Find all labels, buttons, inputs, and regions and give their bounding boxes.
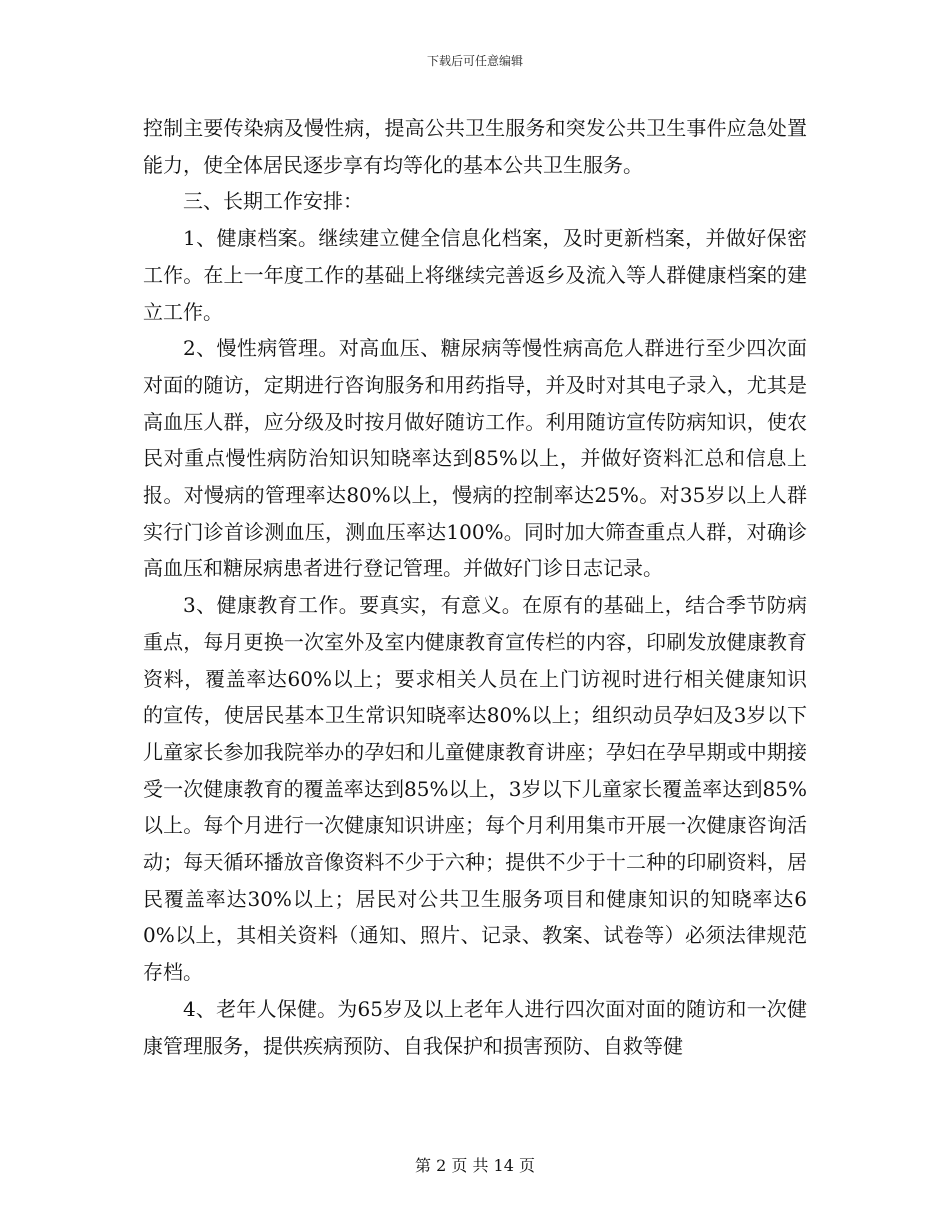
page-header: 下载后可任意编辑 xyxy=(426,54,523,68)
paragraph-health-records: 1、健康档案。继续建立健全信息化档案，及时更新档案，并做好保密工作。在上一年度工作的基础上将继续完善返乡及流入等人群健康档案的建立工作。 xyxy=(143,226,807,324)
paragraph-chronic-disease: 2、慢性病管理。对高血压、糖尿病等慢性病高危人群进行至少四次面对面的随访，定期进行咨询服务和用药指导，并及时对其电子录入，尤其是高血压人群，应分级及时按月做好随访工作。利用随访宣传防病知识，使农民对重点慢性病防治知识知晓率达到85%以上，并做好资料汇总和信息上报。对慢病的管理率达80%以上，慢病的控制率达25%。对35岁以上人群实行门诊首诊测血压，测血压率达100%。同时加大筛查重点人群，对确诊高血压和糖尿病患者进行登记管理。并做好门诊日志记录。 xyxy=(143,336,807,581)
paragraph-continuation: 控制主要传染病及慢性病，提高公共卫生服务和突发公共卫生事件应急处置能力，使全体居民逐步享有均等化的基本公共卫生服务。 xyxy=(143,116,807,177)
section-heading-long-term-plan: 三、长期工作安排： xyxy=(183,189,363,214)
paragraph-health-education: 3、健康教育工作。要真实，有意义。在原有的基础上，结合季节防病重点，每月更换一次室外及室内健康教育宣传栏的内容，印刷发放健康教育资料，覆盖率达60%以上；要求相关人员在上门访视时进行相关健康知识的宣传，使居民基本卫生常识知晓率达80%以上；组织动员孕妇及3岁以下儿童家长参加我院举办的孕妇和儿童健康教育讲座；孕妇在孕早期或中期接受一次健康教育的覆盖率达到85%以上，3岁以下儿童家长覆盖率达到85%以上。每个月进行一次健康知识讲座；每个月利用集市开展一次健康咨询活动；每天循环播放音像资料不少于六种；提供不少于十二种的印刷资料，居民覆盖率达30%以上；居民对公共卫生服务项目和健康知识的知晓率达60%以上，其相关资料（通知、照片、记录、教案、试卷等）必须法律规范存档。 xyxy=(143,593,807,985)
page-number-footer: 第 2 页 共 14 页 xyxy=(415,1156,535,1175)
document-body xyxy=(143,110,807,1064)
paragraph-elderly-care: 4、老年人保健。为65岁及以上老年人进行四次面对面的随访和一次健康管理服务，提供疾病预防、自我保护和损害预防、自救等健 xyxy=(143,996,807,1058)
